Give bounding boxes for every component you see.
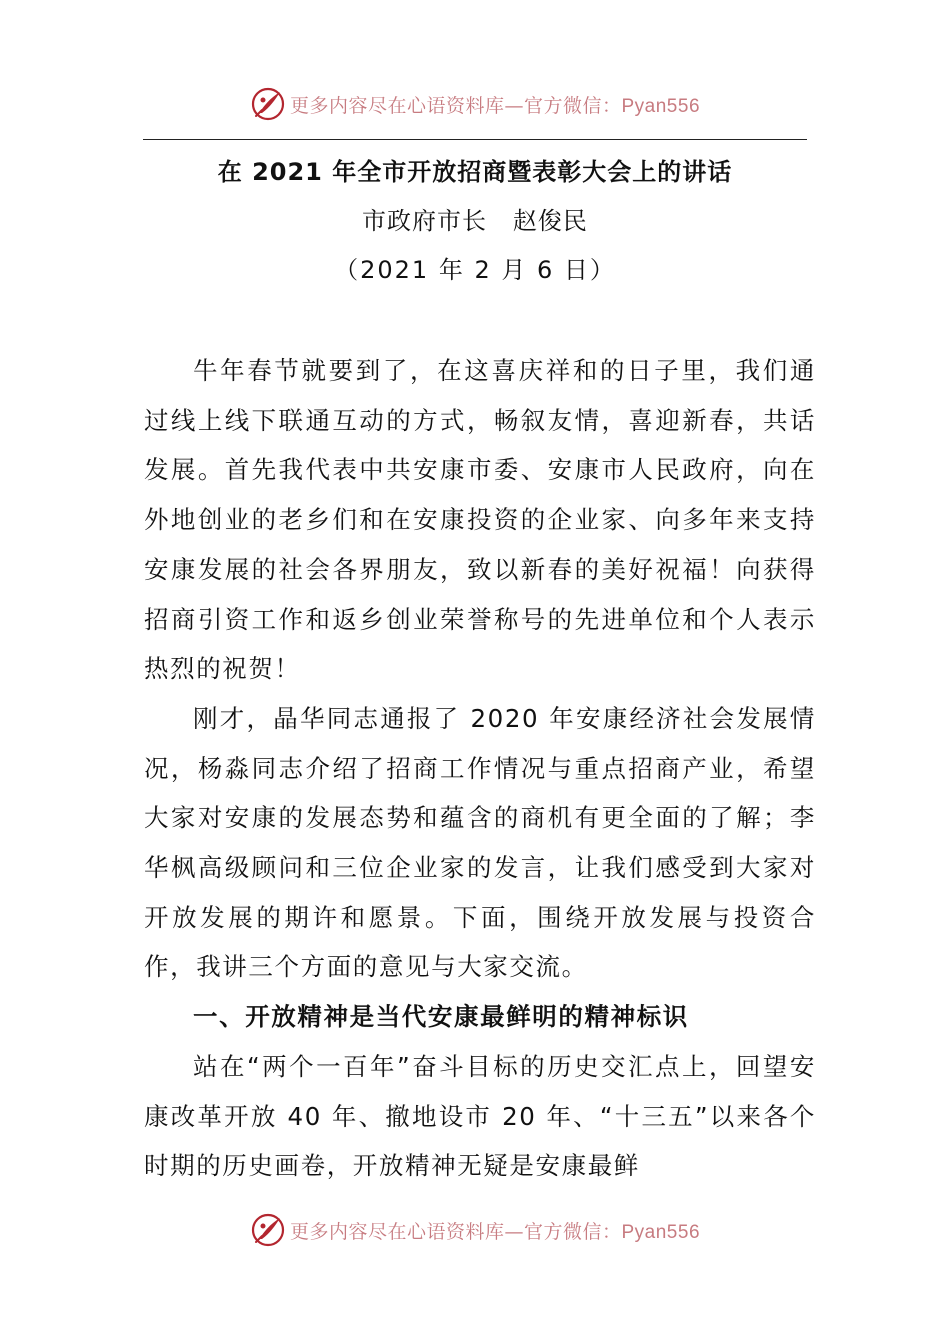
quill-logo-icon [250,86,286,122]
document-date: （2021 年 2 月 6 日） [334,256,616,284]
footer-banner-text [290,1217,700,1244]
document-body [144,346,816,1191]
header-wechat-id: Pyan556 [621,95,701,117]
document-title: 在 2021 年全市开放招商暨表彰大会上的讲话 [217,158,733,186]
section-heading: 一、开放精神是当代安康最鲜明的精神标识 [193,1002,689,1032]
footer-banner-label: 更多内容尽在心语资料库—官方微信： [289,1220,622,1243]
paragraph-2: 刚才，晶华同志通报了 2020 年安康经济社会发展情况，杨淼同志介绍了招商工作情况与重点招商产业，希望大家对安康的发展态势和蕴含的商机有更全面的了解；李华枫高级顾问和三位企业家的发言，让我们感受到大家对开放发展的期许和愿景。下面，围绕开放发展与投资合作，我讲三个方面的意见与大家交流。 [144,703,816,982]
paragraph-1: 牛年春节就要到了，在这喜庆祥和的日子里，我们通过线上线下联通互动的方式，畅叙友情，喜迎新春，共话发展。首先我代表中共安康市委、安康市人民政府，向在外地创业的老乡们和在安康投资的企业家、向多年来支持安康发展的社会各界朋友，致以新春的美好祝福！向获得招商引资工作和返乡创业荣誉称号的先进单位和个人表示热烈的祝贺！ [144,356,816,684]
footer-banner [0,1210,950,1250]
header-banner-text [290,91,700,118]
quill-logo-icon [250,1212,286,1248]
footer-wechat-id: Pyan556 [621,1221,701,1243]
header-divider [143,139,807,140]
header-banner-label: 更多内容尽在心语资料库—官方微信： [289,94,622,117]
paragraph-3: 站在“两个一百年”奋斗目标的历史交汇点上，回望安康改革开放 40 年、撤地设市 20 年、“十三五”以来各个时期的历史画卷，开放精神无疑是安康最鲜 [144,1051,816,1181]
document-author: 市政府市长 赵俊民 [362,207,588,235]
header-banner [0,84,950,124]
